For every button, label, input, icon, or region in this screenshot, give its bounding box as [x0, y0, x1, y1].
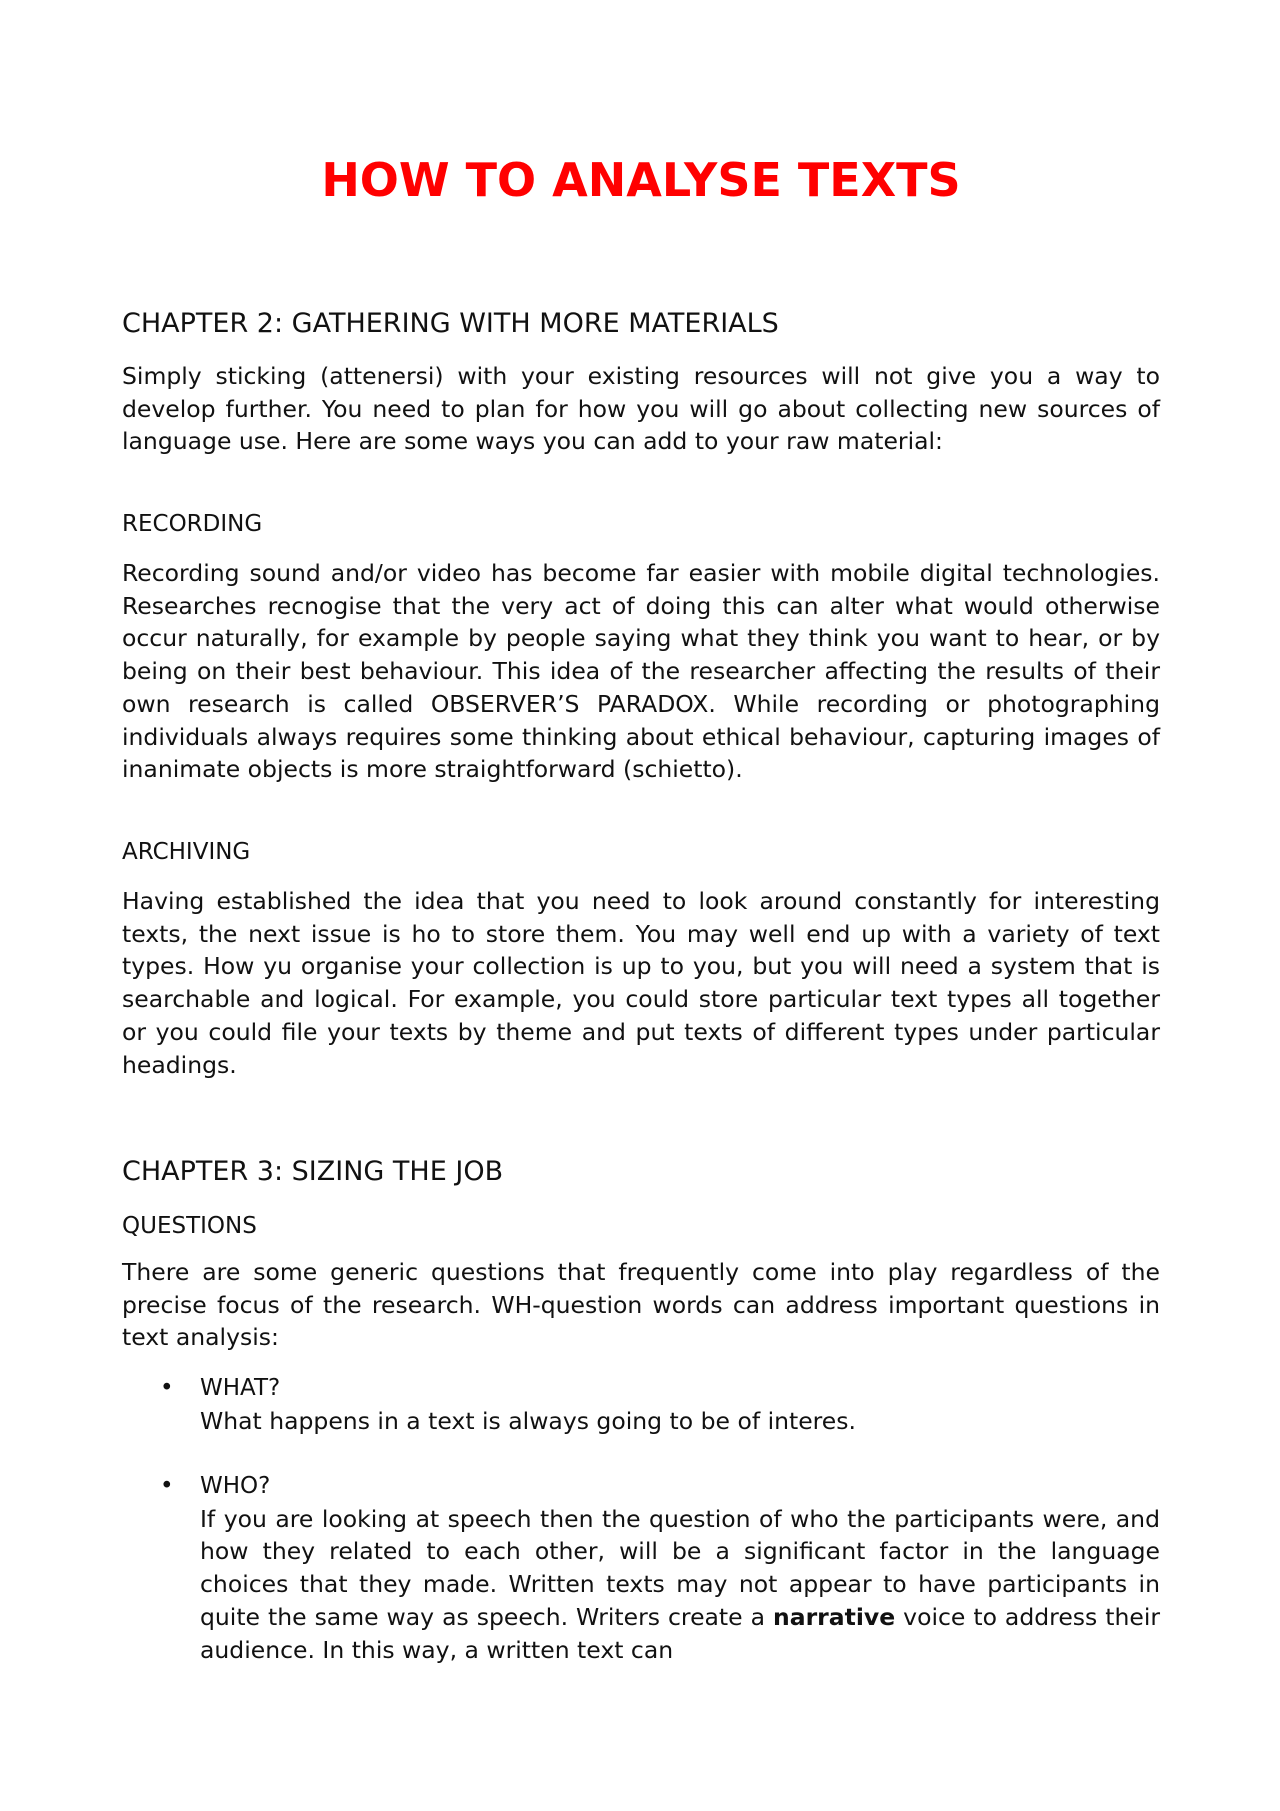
questions-paragraph: There are some generic questions that frequently come into play regardless of the precise focus of the research. WH-question words can address important questions in text analysis:	[122, 1258, 1160, 1352]
questions-label: QUESTIONS	[122, 1213, 257, 1239]
chapter-2-intro: Simply sticking (attenersi) with your existing resources will not give you a way to develop further. You need to plan for how you will go about collecting new sources of language use. Here are some ways you can add to your raw material:	[122, 362, 1160, 456]
bullet-text-who	[200, 1503, 1160, 1667]
list-item-body	[200, 1372, 1160, 1437]
chapter-2-heading: CHAPTER 2: GATHERING WITH MORE MATERIALS	[122, 308, 779, 339]
chapter-3-heading: CHAPTER 3: SIZING THE JOB	[122, 1156, 504, 1187]
bullet-text-what: What happens in a text is always going to be of interes.	[200, 1406, 856, 1435]
list-item-body	[200, 1470, 1160, 1666]
bullet-label-who: WHO?	[200, 1473, 271, 1499]
bullet-text-who-end: voice to address their audience. In this way, a written text can	[200, 1602, 1161, 1664]
recording-label: RECORDING	[122, 511, 263, 537]
bullet-label-what: WHAT?	[200, 1375, 281, 1401]
bold-term-narrative: narrative	[773, 1602, 896, 1631]
archiving-paragraph: Having established the idea that you need to look around constantly for interesting texts, the next issue is ho to store them. You may well end up with a variety of text types. How yu organise your collection is up to you, but you will need a system that is searchable and logical. For example, you could store particular text types all together or you could file your texts by theme and put texts of different types under particular headings.	[122, 887, 1160, 1079]
document-title: HOW TO ANALYSE TEXTS	[321, 153, 961, 207]
bullet-text-who-start: If you are looking at speech then the question of who the participants were, and how they related to each other, will be a significant factor in the language choices that they made. Written texts may not appear to have participants in quite the same way as speech. Writers create a	[200, 1504, 1160, 1631]
archiving-label: ARCHIVING	[122, 839, 251, 865]
bullet-icon: •	[160, 1375, 174, 1401]
recording-paragraph: Recording sound and/or video has become far easier with mobile digital technologies. Researches recnogise that the very act of doing this can alter what would otherwise occur naturally, for example by people saying what they think you want to hear, or by being on their best behaviour. This idea of the researcher affecting the results of their own research is called OBSERVER’S PARADOX. While recording or photographing individuals always requires some thinking about ethical behaviour, capturing images of inanimate objects is more straightforward (schietto).	[122, 559, 1160, 784]
bullet-icon: •	[160, 1473, 174, 1499]
